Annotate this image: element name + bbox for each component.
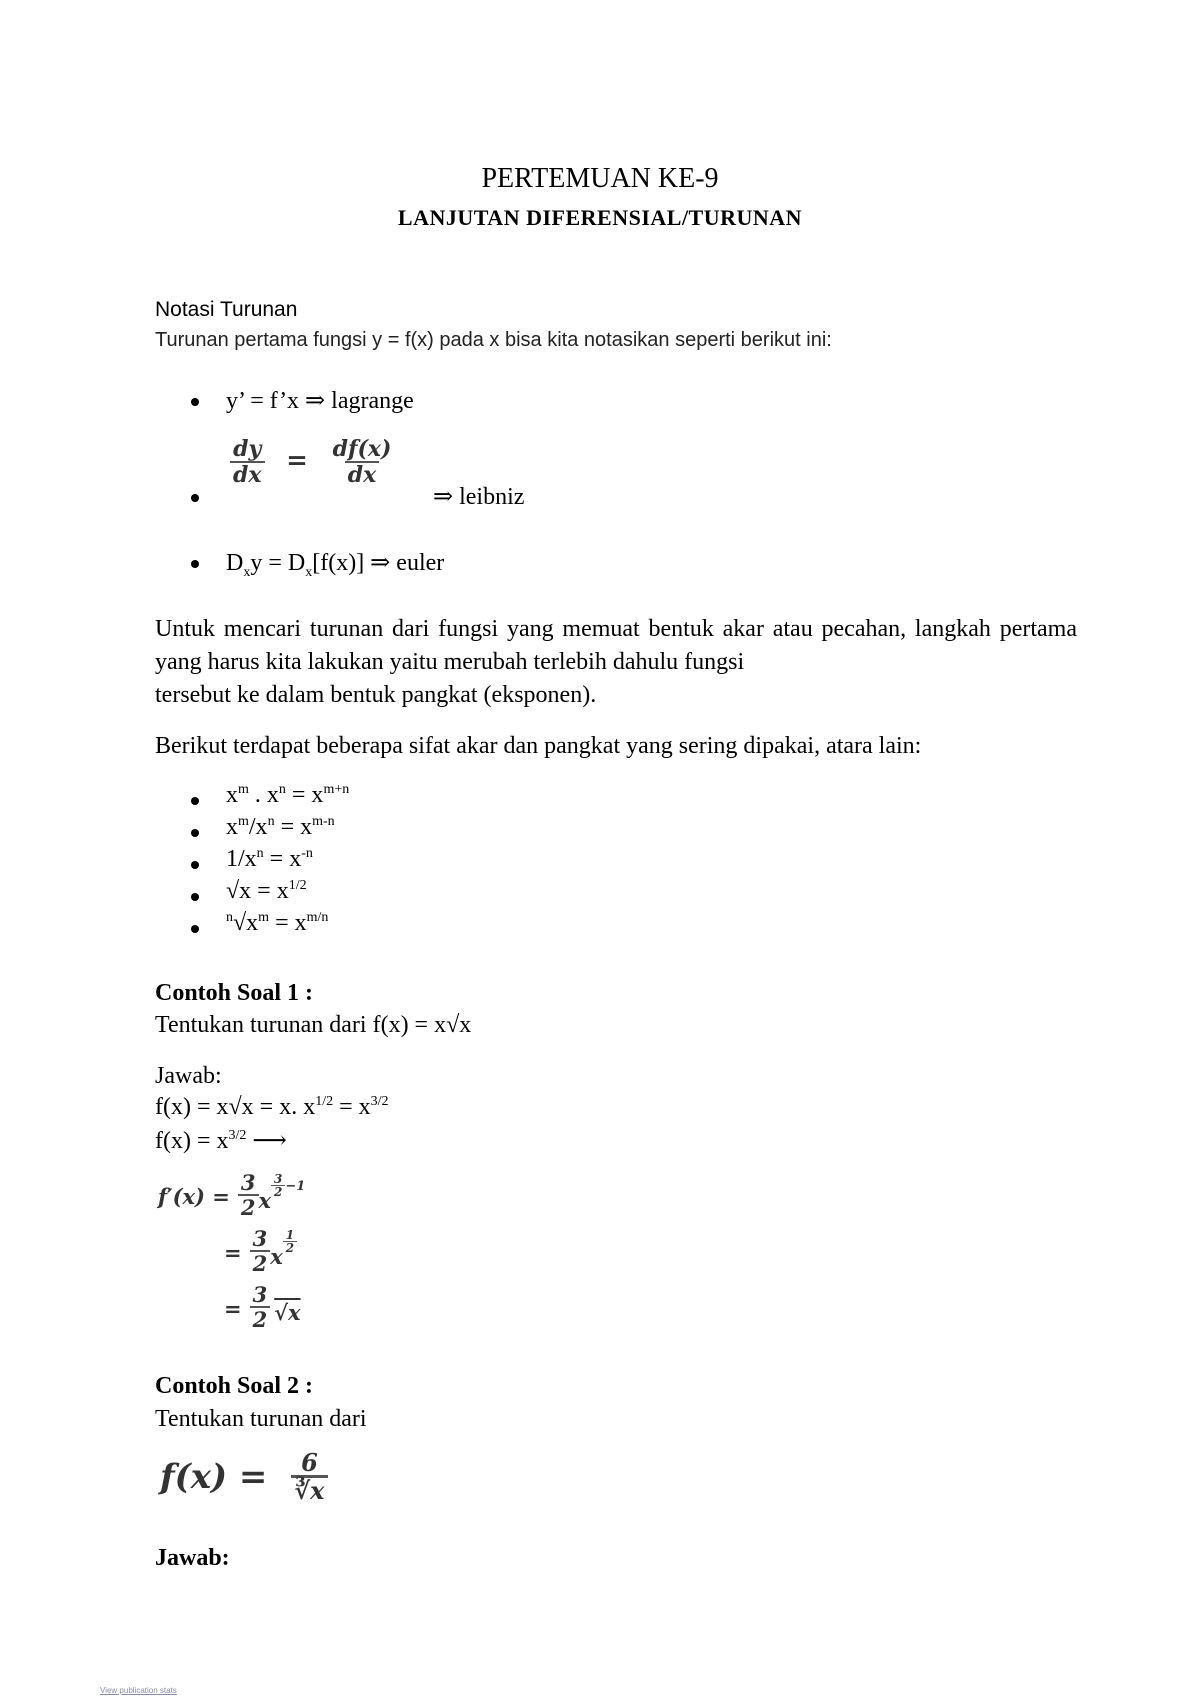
equals-sign: = [224, 1295, 242, 1321]
example1-answer-label: Jawab: [155, 1063, 222, 1089]
rule-text: = x [263, 846, 302, 872]
example2-formula [160, 1440, 328, 1514]
example1-step2 [155, 1126, 287, 1155]
formula-lhs: f(x) = [160, 1457, 268, 1497]
example1-heading: Contoh Soal 1 : [155, 980, 314, 1006]
example2-answer-label: Jawab: [155, 1545, 230, 1571]
rule-exponent: -n [301, 846, 313, 861]
step-exponent: 3/2 [370, 1094, 389, 1109]
bullet-marker [191, 925, 199, 933]
euler-sub-x: x [243, 564, 251, 580]
fraction-3-2 [250, 1284, 271, 1331]
rule-exponent: n [267, 814, 275, 829]
rule-root-index: n [226, 910, 233, 925]
exponent-tail: −1 [285, 1178, 306, 1194]
rule-text: = x [269, 910, 307, 936]
step-exponent: 3/2 [228, 1128, 247, 1143]
derivative-calculation [158, 1168, 305, 1336]
fraction-denominator: 2 [250, 1250, 271, 1275]
rule-item [226, 910, 328, 937]
fraction-numerator: 3 [252, 1282, 268, 1308]
step-text: = x [333, 1094, 371, 1120]
calc-x: x [258, 1187, 272, 1213]
calc-line-3 [158, 1280, 305, 1336]
fraction-dy-dx [230, 438, 265, 487]
equals-sign: = [286, 445, 308, 476]
example1-question: Tentukan turunan dari f(x) = x√x [155, 1012, 472, 1038]
rule-text: /x [248, 814, 268, 840]
fraction-numerator: 3 [252, 1226, 268, 1252]
equals-sign: = [224, 1239, 242, 1265]
step-exponent: 1/2 [315, 1094, 334, 1109]
rule-text: = x [285, 782, 324, 808]
section-heading-notasi: Notasi Turunan [155, 298, 298, 321]
fraction-3-2 [238, 1172, 259, 1219]
rule-item [226, 878, 307, 905]
fraction-numerator: 1 [285, 1227, 295, 1242]
step-text: f(x) = x√x = x. x [155, 1094, 316, 1120]
rule-exponent: m+n [323, 782, 350, 797]
rule-exponent: m/n [306, 910, 329, 925]
fraction-denominator: dx [345, 461, 380, 487]
paragraph-sifat: Berikut terdapat beberapa sifat akar dan pangkat yang sering dipakai, atara lain: [155, 733, 922, 759]
example2-heading: Contoh Soal 2 : [155, 1373, 314, 1399]
page-title: PERTEMUAN KE-9 [481, 163, 719, 194]
fraction-denominator: ∛x [291, 1475, 327, 1504]
rule-text: x [226, 782, 238, 808]
rule-item [226, 814, 335, 841]
fraction-numerator: 3 [240, 1170, 256, 1196]
fraction-denominator: 2 [271, 1185, 285, 1199]
notation-leibniz-label: ⇒ leibniz [433, 484, 525, 510]
rule-text: x [226, 814, 238, 840]
paragraph-text: tersebut ke dalam bentuk pangkat (eksponen). [155, 682, 597, 708]
euler-mid: y = D [250, 550, 306, 576]
rule-exponent: m [238, 782, 249, 797]
bullet-marker [191, 560, 199, 568]
calc-line-1 [158, 1168, 305, 1224]
exponent-fraction [271, 1173, 285, 1200]
rule-text: 1/x [226, 846, 257, 872]
rule-text: √x = x [226, 878, 289, 904]
fraction-3-2 [250, 1228, 271, 1275]
fraction-dfx-dx [330, 438, 395, 487]
calc-line-2 [158, 1224, 305, 1280]
fraction-numerator: df(x) [332, 436, 392, 462]
bullet-marker [191, 494, 199, 502]
rule-exponent: m [258, 910, 270, 925]
rule-text: √x [233, 910, 259, 936]
calc-exponent [283, 1229, 297, 1256]
bullet-marker [191, 861, 199, 869]
paragraph-intro [155, 613, 1077, 712]
fraction-denominator: 2 [238, 1194, 259, 1219]
bullet-marker [191, 398, 199, 406]
paragraph-text: Untuk mencari turunan dari fungsi yang memuat bentuk akar atau pecahan, langkah pertama yang harus kita lakukan yaitu merubah terlebih dahulu fungsi [155, 616, 1077, 675]
calc-lhs: f′(x) = [158, 1183, 230, 1209]
rule-text: = x [274, 814, 313, 840]
calc-x: x [270, 1243, 283, 1269]
calc-sqrt-x: √x [274, 1299, 301, 1325]
fraction-numerator: dy [233, 436, 262, 462]
view-publication-stats-link[interactable]: View publication stats [100, 1686, 177, 1695]
notasi-intro: Turunan pertama fungsi y = f(x) pada x bisa kita notasikan seperti berikut ini: [155, 329, 832, 351]
rule-exponent: n [278, 782, 286, 797]
rule-text: . x [248, 782, 279, 808]
fraction-numerator: 3 [274, 1171, 283, 1186]
euler-rest: [f(x)] ⇒ euler [312, 550, 445, 576]
notation-lagrange: y’ = f’x ⇒ lagrange [226, 388, 414, 414]
page-subtitle: LANJUTAN DIFERENSIAL/TURUNAN [397, 205, 803, 230]
rule-exponent: 1/2 [288, 878, 307, 893]
calc-exponent [271, 1173, 305, 1200]
bullet-marker [191, 797, 199, 805]
example2-question: Tentukan turunan dari [155, 1406, 367, 1432]
euler-d: D [226, 550, 244, 576]
bullet-marker [191, 829, 199, 837]
fraction-denominator: dx [230, 461, 265, 487]
notation-euler [226, 548, 445, 580]
exponent-fraction [283, 1229, 297, 1256]
rule-exponent: m [238, 814, 249, 829]
fraction-6-cbrt-x [291, 1447, 327, 1505]
fraction-numerator: 6 [301, 1447, 318, 1477]
fraction-denominator: 2 [283, 1241, 297, 1255]
step-text: ⟶ [246, 1128, 287, 1154]
example1-step1 [155, 1094, 389, 1121]
rule-item [226, 782, 349, 809]
rule-exponent: n [256, 846, 264, 861]
fraction-denominator: 2 [250, 1306, 271, 1331]
bullet-marker [191, 893, 199, 901]
euler-sub-x: x [305, 564, 313, 580]
rule-item [226, 846, 313, 873]
rule-exponent: m-n [312, 814, 335, 829]
leibniz-formula [230, 438, 394, 487]
step-text: f(x) = x [155, 1128, 229, 1154]
